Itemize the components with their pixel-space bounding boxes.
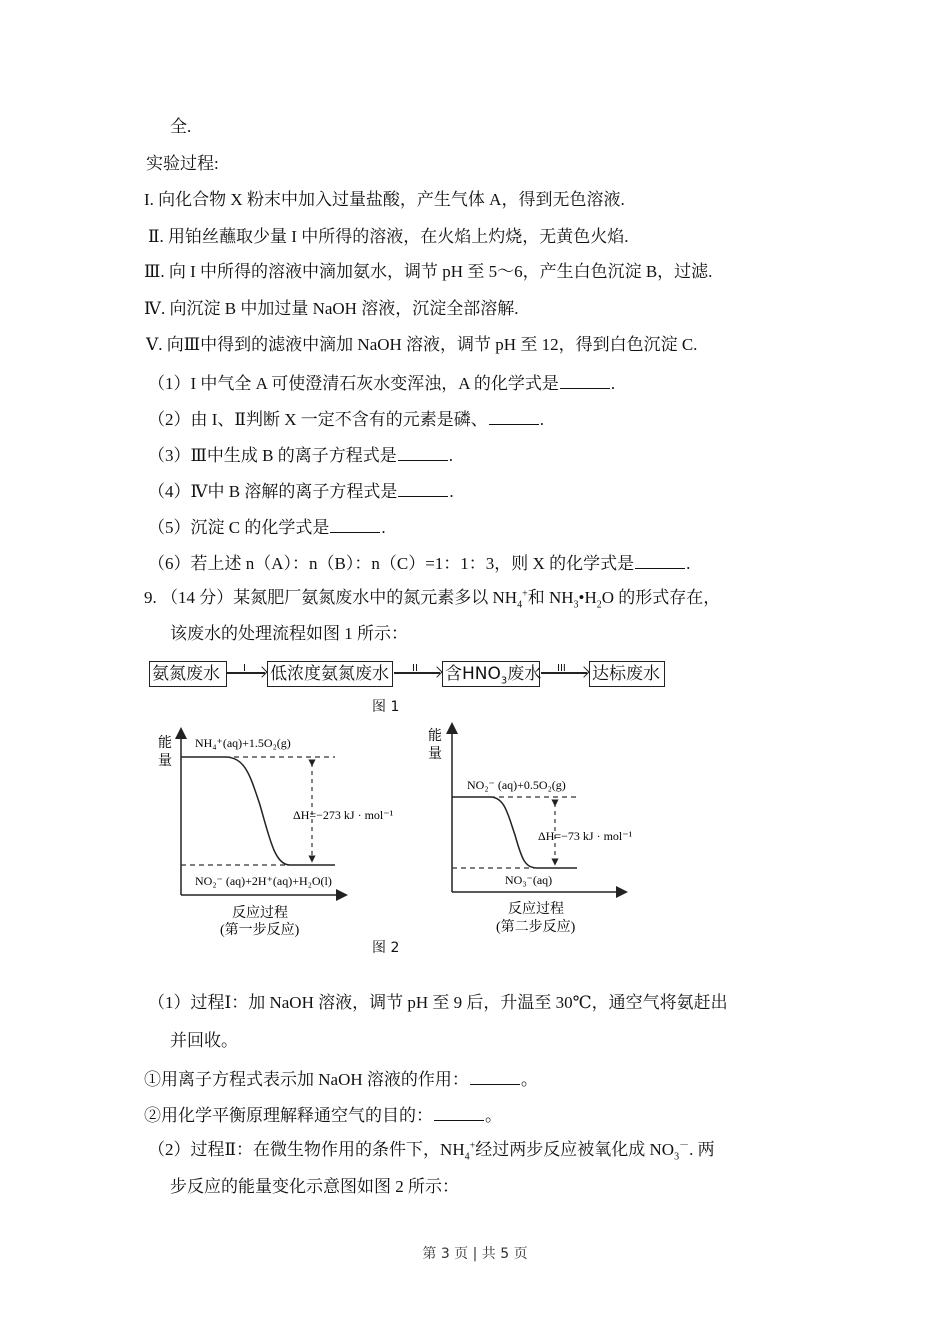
flow-box-hno3-wastewater: 含$HNO_3$废水 — [442, 661, 540, 687]
flow-box-low-conc-wastewater: 低浓度氨氮废水 — [267, 661, 393, 687]
svg-text:反应过程: 反应过程 — [508, 902, 564, 917]
answer-blank[interactable] — [398, 442, 448, 461]
page-footer: 第 3 页 | 共 5 页 — [422, 1246, 528, 1262]
energy-diagram-step-2 — [420, 720, 680, 940]
step-5: Ⅴ. 向Ⅲ中得到的滤液中滴加 NaOH 溶液，调节 pH 至 12，得到白色沉淀 C. — [146, 335, 698, 354]
arrow-icon: II — [394, 672, 440, 674]
svg-text:NO₂⁻ (aq)+2H⁺(aq)+H₂O(l): NO₂⁻ (aq)+2H⁺(aq)+H₂O(l) — [195, 874, 332, 888]
svg-text:ΔH=−73 kJ · mol⁻¹: ΔH=−73 kJ · mol⁻¹ — [538, 829, 633, 843]
section-heading: 实验过程: — [146, 154, 219, 173]
step-2: Ⅱ. 用铂丝蘸取少量 I 中所得的溶液，在火焰上灼烧，无黄色火焰. — [148, 227, 629, 246]
svg-text:NO₃⁻(aq): NO₃⁻(aq) — [505, 873, 553, 887]
question-4: （4）Ⅳ中 B 溶解的离子方程式是 . — [148, 478, 454, 504]
question-5: （5）沉淀 C 的化学式是 . — [148, 514, 386, 540]
svg-text:(第一步反应): (第一步反应) — [220, 923, 300, 938]
part-1-sub-ii: ②用化学平衡原理解释通空气的目的： 。 — [144, 1102, 502, 1128]
part-2-line1: （2）过程Ⅱ：在微生物作用的条件下，$NH_4^+$经过两步反应被氧化成 $NO_3^-$. 两 — [148, 1140, 715, 1163]
energy-diagram-step-1 — [150, 725, 450, 940]
question-6: （6）若上述 n（A）：n（B）：n（C）=1：1：3，则 X 的化学式是 . — [148, 550, 690, 576]
step-3: Ⅲ. 向 I 中所得的溶液中滴加氨水，调节 pH 至 5～6，产生白色沉淀 B，过滤. — [144, 262, 713, 281]
answer-blank[interactable] — [330, 514, 380, 533]
svg-text:NH₄⁺(aq)+1.5O₂(g): NH₄⁺(aq)+1.5O₂(g) — [195, 736, 291, 750]
svg-text:能: 能 — [158, 736, 172, 751]
flow-box-ammonia-wastewater: 氨氮废水 — [149, 661, 227, 687]
answer-blank[interactable] — [489, 406, 539, 425]
figure-1-caption: 图 1 — [372, 699, 400, 715]
svg-text:能: 能 — [428, 729, 442, 744]
problem-9-heading: 9. （14 分）某氮肥厂氨氮废水中的氮元素多以 $NH_4^+$和 $NH_3•H_2O$ 的形式存在， — [144, 588, 721, 611]
flow-box-compliant-wastewater: 达标废水 — [589, 661, 665, 687]
part-1-sub-i: ①用离子方程式表示加 NaOH 溶液的作用： 。 — [144, 1066, 538, 1092]
answer-blank[interactable] — [560, 370, 610, 389]
text-line: 全. — [170, 117, 192, 136]
arrow-icon: I — [227, 672, 265, 674]
arrow-icon: III — [541, 672, 587, 674]
question-3: （3）Ⅲ中生成 B 的离子方程式是 . — [148, 442, 453, 468]
step-1: I. 向化合物 X 粉末中加入过量盐酸，产生气体 A，得到无色溶液. — [144, 190, 625, 209]
question-1: （1）I 中气全 A 可使澄清石灰水变浑浊，A 的化学式是 . — [148, 370, 615, 396]
svg-text:反应过程: 反应过程 — [232, 906, 288, 921]
problem-9-line2: 该废水的处理流程如图 1 所示： — [170, 624, 408, 643]
answer-blank[interactable] — [635, 550, 685, 569]
step-4: Ⅳ. 向沉淀 B 中加过量 NaOH 溶液，沉淀全部溶解. — [144, 299, 519, 318]
answer-blank[interactable] — [470, 1066, 520, 1085]
svg-text:ΔH=−273 kJ · mol⁻¹: ΔH=−273 kJ · mol⁻¹ — [293, 808, 394, 822]
figure-2-caption: 图 2 — [372, 940, 400, 956]
svg-text:NO₂⁻ (aq)+0.5O₂(g): NO₂⁻ (aq)+0.5O₂(g) — [467, 778, 566, 792]
svg-text:量: 量 — [158, 754, 172, 769]
question-2: （2）由 I、Ⅱ判断 X 一定不含有的元素是磷、 . — [148, 406, 544, 432]
part-1-line2: 并回收。 — [170, 1031, 238, 1050]
answer-blank[interactable] — [398, 478, 448, 497]
answer-blank[interactable] — [434, 1102, 484, 1121]
svg-text:量: 量 — [428, 747, 442, 762]
part-2-line2: 步反应的能量变化示意图如图 2 所示： — [170, 1177, 459, 1196]
part-1-line1: （1）过程Ⅰ：加 NaOH 溶液，调节 pH 至 9 后，升温至 30℃，通空气将氨赶出 — [148, 993, 728, 1012]
svg-text:(第二步反应): (第二步反应) — [496, 920, 576, 935]
